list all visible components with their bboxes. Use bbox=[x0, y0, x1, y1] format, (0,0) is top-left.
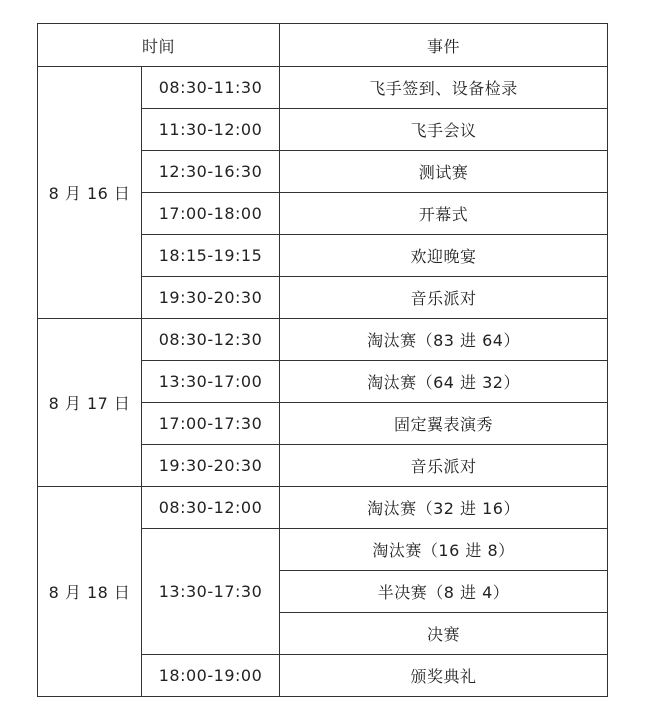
event-cell: 颁奖典礼 bbox=[280, 655, 608, 697]
event-cell: 飞手签到、设备检录 bbox=[280, 67, 608, 109]
event-cell: 淘汰赛（83 进 64） bbox=[280, 319, 608, 361]
event-cell: 飞手会议 bbox=[280, 109, 608, 151]
event-cell: 音乐派对 bbox=[280, 277, 608, 319]
time-column-header: 时间 bbox=[38, 24, 280, 67]
time-cell: 18:15-19:15 bbox=[142, 235, 280, 277]
table-row bbox=[38, 319, 608, 361]
schedule-body bbox=[38, 67, 608, 697]
event-cell: 淘汰赛（64 进 32） bbox=[280, 361, 608, 403]
event-cell: 开幕式 bbox=[280, 193, 608, 235]
time-cell: 13:30-17:30 bbox=[142, 529, 280, 655]
event-cell: 固定翼表演秀 bbox=[280, 403, 608, 445]
schedule-table bbox=[37, 23, 608, 697]
time-cell: 08:30-11:30 bbox=[142, 67, 280, 109]
date-cell: 8 月 16 日 bbox=[38, 67, 142, 319]
time-cell: 13:30-17:00 bbox=[142, 361, 280, 403]
date-cell: 8 月 17 日 bbox=[38, 319, 142, 487]
time-cell: 08:30-12:30 bbox=[142, 319, 280, 361]
event-cell: 淘汰赛（32 进 16） bbox=[280, 487, 608, 529]
time-cell: 08:30-12:00 bbox=[142, 487, 280, 529]
time-cell: 12:30-16:30 bbox=[142, 151, 280, 193]
event-cell: 淘汰赛（16 进 8） bbox=[280, 529, 608, 571]
event-cell: 测试赛 bbox=[280, 151, 608, 193]
time-cell: 17:00-18:00 bbox=[142, 193, 280, 235]
time-cell: 17:00-17:30 bbox=[142, 403, 280, 445]
table-row bbox=[38, 67, 608, 109]
event-cell: 欢迎晚宴 bbox=[280, 235, 608, 277]
time-cell: 11:30-12:00 bbox=[142, 109, 280, 151]
event-cell: 半决赛（8 进 4） bbox=[280, 571, 608, 613]
event-column-header: 事件 bbox=[280, 24, 608, 67]
time-cell: 19:30-20:30 bbox=[142, 277, 280, 319]
header-row bbox=[38, 24, 608, 67]
table-row bbox=[38, 487, 608, 529]
event-cell: 决赛 bbox=[280, 613, 608, 655]
time-cell: 18:00-19:00 bbox=[142, 655, 280, 697]
time-cell: 19:30-20:30 bbox=[142, 445, 280, 487]
event-cell: 音乐派对 bbox=[280, 445, 608, 487]
date-cell: 8 月 18 日 bbox=[38, 487, 142, 697]
